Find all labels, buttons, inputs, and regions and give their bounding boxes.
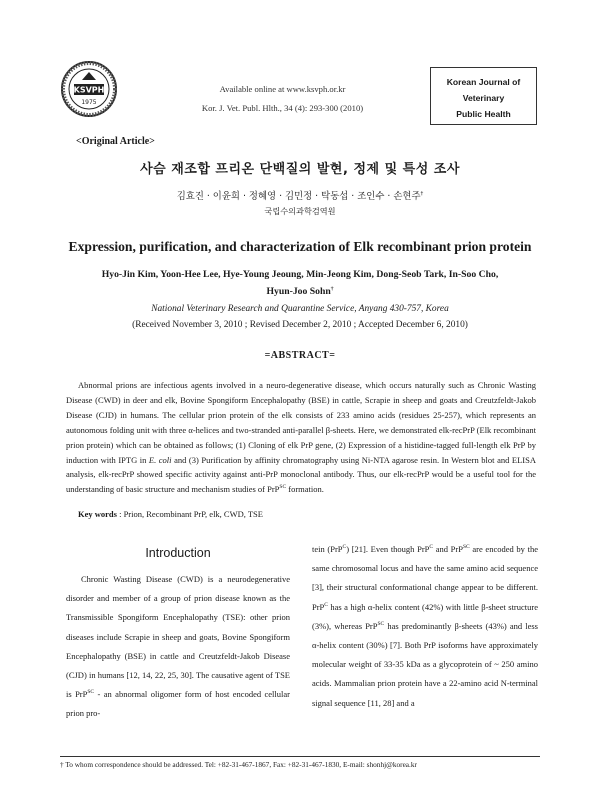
english-institution: National Veterinary Research and Quarantine Service, Anyang 430-757, Korea xyxy=(151,304,449,314)
logo-year: 1975 xyxy=(81,99,97,106)
article-type: <Original Article> xyxy=(76,136,155,147)
korean-authors-text: 김효진 · 이윤희 · 정혜영 · 김민정 · 탁동섭 · 조인수 · 손현주 xyxy=(176,191,421,202)
intro-right-sup2: C xyxy=(429,544,434,551)
abstract-part-a: Abnormal prions are infectious agents involved in a neuro-degenerative disease, which occurs naturally such as Chronic Wasting Disease (CWD) in deer and elk, Bovine Spongiform Encephalopathy (BSE) in cattle, Scrapie in sheep and goats and Creutzfeldt-Jakob Disease (CJD) in humans. The cellular prion protein of the elk consists of 233 amino acids (residues 25-257), which represents an autonomous folding unit with three α-helices and two-stranded anti-parallel β-sheets. Here, we demonstrated elk-recPrP (Elk recombinant prion protein) which can be obtained as follows; (1) Cloning of elk PrP gene, (2) Expression of a histidine-tagged full-length elk PrP by induction with IPTG in xyxy=(66,380,536,465)
received-dates: (Received November 3, 2010 ; Revised December 2, 2010 ; Accepted December 6, 2010) xyxy=(132,320,468,330)
korean-title: 사슴 재조합 프리온 단백질의 발현, 정제 및 특성 조사 xyxy=(140,162,460,177)
journal-line-3: Public Health xyxy=(456,109,511,119)
abstract-text xyxy=(66,378,536,497)
logo-text: KSVPH xyxy=(73,85,105,95)
journal-name-box xyxy=(430,67,537,125)
keywords xyxy=(78,509,538,519)
intro-left-sup: SC xyxy=(87,689,95,696)
english-authors-last: Hyun-Joo Sohn xyxy=(266,286,331,297)
journal-line-1: Korean Journal of xyxy=(446,77,521,87)
abstract-part-b: and (3) Purification by affinity chromatography using Ni-NTA agarose resin. In Western blot and ELISA analysis, elk-recPrP showed specific activity against anti-PrP monoclonal antibody. Thus, our elk-recPrP would be a useful tool for the understanding of basic structure and mechanism studies of PrP xyxy=(66,454,536,495)
english-authors-line-2 xyxy=(60,283,540,300)
citation: Kor. J. Vet. Publ. Hlth., 34 (4): 293-300 (2010) xyxy=(201,103,364,113)
intro-right-sup5: SC xyxy=(377,620,385,627)
keywords-label: Key words xyxy=(78,509,117,519)
introduction-right-column xyxy=(312,540,538,713)
korean-authors xyxy=(0,188,600,202)
intro-right-a: tein (PrP xyxy=(312,544,343,554)
korean-institution: 국립수의과학검역원 xyxy=(264,206,336,216)
korean-authors-mark: † xyxy=(420,190,424,197)
journal-info xyxy=(150,80,415,118)
intro-left-a: Chronic Wasting Disease (CWD) is a neurodegenerative disorder and member of a group of prion disease known as the Transmissible Spongiform Encephalopathy (TSE): other prion diseases include Scrapie in sheep and goats, Bovine Spongiform Encephalopathy (BSE) in cattle and Creutzfeldt-Jakob Disease (CJD) in humans [12, 14, 22, 25, 30]. The causative agent of TSE is PrP xyxy=(66,574,291,700)
english-authors-line-1: Hyo-Jin Kim, Yoon-Hee Lee, Hye-Young Jeoung, Min-Jeong Kim, Dong-Seob Tark, In-Soo Cho, xyxy=(101,269,499,280)
journal-line-2: Veterinary xyxy=(462,93,505,103)
intro-right-d: are encoded by the same chromosomal locus and have the same amino acid sequence [3], their structural conformational change appear to be different. PrP xyxy=(312,544,538,612)
keywords-list: : Prion, Recombinant PrP, elk, CWD, TSE xyxy=(116,509,263,519)
abstract-heading: =ABSTRACT= xyxy=(264,350,336,361)
society-logo xyxy=(60,60,118,118)
intro-right-f: has predominantly β-sheets (43%) and less α-helix content (30%) [7]. Both PrP isoforms have approximately molecular weight of 33-35 kDa as a glycoprotein of ~ 250 amino acids. Mammalian prion protein have a 22-amino acid N-terminal signal sequence [11, 28] and a xyxy=(312,620,538,708)
abstract-sup: SC xyxy=(279,484,287,491)
english-authors-mark: † xyxy=(330,285,334,292)
introduction-heading: Introduction xyxy=(145,546,211,560)
intro-right-sup4: C xyxy=(324,601,328,608)
available-online: Available online at www.ksvph.or.kr xyxy=(219,84,346,94)
correspondence-footnote: † To whom correspondence should be addressed. Tel: +82-31-467-1867, Fax: +82-31-467-1830, E-mail: shonhj@korea.kr xyxy=(60,760,417,769)
intro-right-c: and PrP xyxy=(433,544,463,554)
intro-left-b: - an abnormal oligomer form of host encoded cellular prion pro- xyxy=(66,689,290,719)
intro-right-sup3: SC xyxy=(462,544,470,551)
intro-right-b: ) [21]. Even though PrP xyxy=(346,544,430,554)
intro-right-e: has a high α-helix content (42%) with little β-sheet structure (3%), whereas PrP xyxy=(312,601,538,631)
abstract-ecoli: E. coli xyxy=(148,454,172,465)
english-title: Expression, purification, and characterization of Elk recombinant prion protein xyxy=(68,239,532,254)
english-authors xyxy=(60,266,540,300)
abstract-part-c: formation. xyxy=(286,484,324,495)
introduction-left-column xyxy=(66,570,290,724)
intro-right-sup1: C xyxy=(342,544,347,551)
footnote-rule xyxy=(60,756,540,757)
